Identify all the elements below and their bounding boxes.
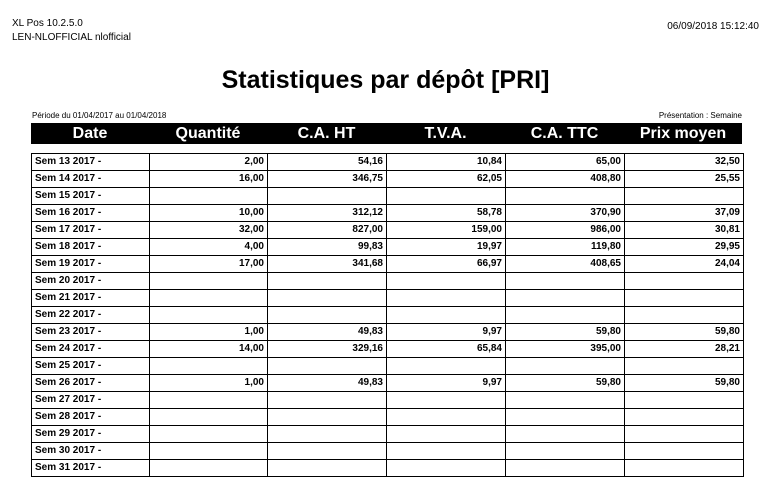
report-datetime: 06/09/2018 15:12:40 xyxy=(667,21,759,32)
ca-ttc-cell xyxy=(506,392,625,409)
date-cell: Sem 30 2017 - xyxy=(32,443,150,460)
table-row xyxy=(32,426,744,443)
ca-ht-cell xyxy=(268,290,387,307)
table-header xyxy=(31,123,742,144)
ca-ht-cell xyxy=(268,460,387,477)
tva-cell xyxy=(387,392,506,409)
ca-ht-cell: 54,16 xyxy=(268,154,387,171)
ca-ttc-cell: 59,80 xyxy=(506,375,625,392)
quantity-cell xyxy=(150,290,268,307)
ca-ttc-cell: 59,80 xyxy=(506,324,625,341)
avg-price-cell: 28,21 xyxy=(625,341,744,358)
avg-price-cell xyxy=(625,460,744,477)
quantity-cell: 16,00 xyxy=(150,171,268,188)
ca-ttc-cell xyxy=(506,307,625,324)
date-cell: Sem 18 2017 - xyxy=(32,239,150,256)
avg-price-cell: 25,55 xyxy=(625,171,744,188)
quantity-cell: 2,00 xyxy=(150,154,268,171)
ca-ttc-cell: 986,00 xyxy=(506,222,625,239)
ca-ht-cell xyxy=(268,443,387,460)
ca-ttc-cell xyxy=(506,273,625,290)
ca-ht-cell: 329,16 xyxy=(268,341,387,358)
tva-cell xyxy=(387,409,506,426)
table-row xyxy=(32,222,744,239)
avg-price-cell xyxy=(625,409,744,426)
avg-price-cell xyxy=(625,307,744,324)
table-row xyxy=(32,341,744,358)
date-cell: Sem 29 2017 - xyxy=(32,426,150,443)
tva-cell xyxy=(387,273,506,290)
ca-ht-cell: 341,68 xyxy=(268,256,387,273)
tva-cell: 9,97 xyxy=(387,324,506,341)
tva-cell xyxy=(387,307,506,324)
tva-cell: 159,00 xyxy=(387,222,506,239)
quantity-cell: 10,00 xyxy=(150,205,268,222)
column-header-quantity: Quantité xyxy=(175,125,241,142)
tva-cell xyxy=(387,443,506,460)
table-row xyxy=(32,205,744,222)
quantity-cell xyxy=(150,392,268,409)
table-row xyxy=(32,409,744,426)
date-cell: Sem 21 2017 - xyxy=(32,290,150,307)
ca-ht-cell: 312,12 xyxy=(268,205,387,222)
avg-price-cell: 29,95 xyxy=(625,239,744,256)
tva-cell xyxy=(387,460,506,477)
date-cell: Sem 26 2017 - xyxy=(32,375,150,392)
ca-ttc-cell xyxy=(506,188,625,205)
ca-ht-cell: 827,00 xyxy=(268,222,387,239)
ca-ht-cell xyxy=(268,409,387,426)
column-header-ca-ht: C.A. HT xyxy=(297,125,356,142)
table-row xyxy=(32,154,744,171)
avg-price-cell xyxy=(625,443,744,460)
tva-cell: 62,05 xyxy=(387,171,506,188)
avg-price-cell: 24,04 xyxy=(625,256,744,273)
ca-ht-cell: 99,83 xyxy=(268,239,387,256)
tva-cell xyxy=(387,358,506,375)
tva-cell: 66,97 xyxy=(387,256,506,273)
ca-ht-cell xyxy=(268,426,387,443)
date-cell: Sem 17 2017 - xyxy=(32,222,150,239)
date-cell: Sem 14 2017 - xyxy=(32,171,150,188)
avg-price-cell: 32,50 xyxy=(625,154,744,171)
ca-ttc-cell: 395,00 xyxy=(506,341,625,358)
table-row xyxy=(32,256,744,273)
ca-ht-cell xyxy=(268,307,387,324)
date-cell: Sem 23 2017 - xyxy=(32,324,150,341)
date-cell: Sem 28 2017 - xyxy=(32,409,150,426)
quantity-cell xyxy=(150,307,268,324)
table-row xyxy=(32,188,744,205)
ca-ttc-cell xyxy=(506,460,625,477)
column-header-tva: T.V.A. xyxy=(424,125,467,142)
quantity-cell: 1,00 xyxy=(150,324,268,341)
ca-ht-cell xyxy=(268,188,387,205)
ca-ht-cell xyxy=(268,273,387,290)
column-header-ca-ttc: C.A. TTC xyxy=(530,125,599,142)
table-row xyxy=(32,324,744,341)
quantity-cell xyxy=(150,358,268,375)
stats-table xyxy=(31,153,744,477)
table-row xyxy=(32,307,744,324)
ca-ttc-cell: 408,80 xyxy=(506,171,625,188)
avg-price-cell xyxy=(625,290,744,307)
table-row xyxy=(32,392,744,409)
avg-price-cell xyxy=(625,392,744,409)
ca-ht-cell: 49,83 xyxy=(268,375,387,392)
date-cell: Sem 15 2017 - xyxy=(32,188,150,205)
date-cell: Sem 24 2017 - xyxy=(32,341,150,358)
avg-price-cell xyxy=(625,358,744,375)
ca-ttc-cell: 119,80 xyxy=(506,239,625,256)
avg-price-cell xyxy=(625,188,744,205)
quantity-cell xyxy=(150,460,268,477)
quantity-cell: 17,00 xyxy=(150,256,268,273)
quantity-cell: 14,00 xyxy=(150,341,268,358)
ca-ttc-cell: 370,90 xyxy=(506,205,625,222)
ca-ttc-cell: 65,00 xyxy=(506,154,625,171)
ca-ht-cell xyxy=(268,358,387,375)
quantity-cell: 4,00 xyxy=(150,239,268,256)
column-header-avg-price: Prix moyen xyxy=(639,125,727,142)
quantity-cell: 32,00 xyxy=(150,222,268,239)
ca-ttc-cell xyxy=(506,426,625,443)
date-cell: Sem 31 2017 - xyxy=(32,460,150,477)
tva-cell: 58,78 xyxy=(387,205,506,222)
app-version: XL Pos 10.2.5.0 xyxy=(12,18,83,29)
date-cell: Sem 20 2017 - xyxy=(32,273,150,290)
ca-ht-cell xyxy=(268,392,387,409)
table-row xyxy=(32,460,744,477)
avg-price-cell xyxy=(625,273,744,290)
quantity-cell xyxy=(150,409,268,426)
date-cell: Sem 16 2017 - xyxy=(32,205,150,222)
table-row xyxy=(32,171,744,188)
quantity-cell xyxy=(150,273,268,290)
table-row xyxy=(32,358,744,375)
tva-cell: 19,97 xyxy=(387,239,506,256)
ca-ht-cell: 346,75 xyxy=(268,171,387,188)
ca-ht-cell: 49,83 xyxy=(268,324,387,341)
date-cell: Sem 25 2017 - xyxy=(32,358,150,375)
report-header-left xyxy=(12,17,131,45)
date-cell: Sem 22 2017 - xyxy=(32,307,150,324)
quantity-cell xyxy=(150,443,268,460)
avg-price-cell: 37,09 xyxy=(625,205,744,222)
tva-cell xyxy=(387,426,506,443)
user-name: LEN-NLOFFICIAL nlofficial xyxy=(12,32,131,43)
ca-ttc-cell xyxy=(506,409,625,426)
report-period: Période du 01/04/2017 au 01/04/2018 xyxy=(32,111,167,120)
table-row xyxy=(32,290,744,307)
tva-cell: 65,84 xyxy=(387,341,506,358)
avg-price-cell: 59,80 xyxy=(625,375,744,392)
report-presentation: Présentation : Semaine xyxy=(658,111,742,120)
table-row xyxy=(32,239,744,256)
ca-ttc-cell: 408,65 xyxy=(506,256,625,273)
column-header-date: Date xyxy=(72,125,108,142)
ca-ttc-cell xyxy=(506,443,625,460)
date-cell: Sem 27 2017 - xyxy=(32,392,150,409)
tva-cell: 9,97 xyxy=(387,375,506,392)
avg-price-cell: 59,80 xyxy=(625,324,744,341)
avg-price-cell xyxy=(625,426,744,443)
report-title: Statistiques par dépôt [PRI] xyxy=(221,66,550,94)
tva-cell xyxy=(387,188,506,205)
tva-cell xyxy=(387,290,506,307)
avg-price-cell: 30,81 xyxy=(625,222,744,239)
tva-cell: 10,84 xyxy=(387,154,506,171)
date-cell: Sem 13 2017 - xyxy=(32,154,150,171)
quantity-cell xyxy=(150,426,268,443)
table-row xyxy=(32,375,744,392)
ca-ttc-cell xyxy=(506,358,625,375)
date-cell: Sem 19 2017 - xyxy=(32,256,150,273)
table-row xyxy=(32,443,744,460)
quantity-cell: 1,00 xyxy=(150,375,268,392)
quantity-cell xyxy=(150,188,268,205)
ca-ttc-cell xyxy=(506,290,625,307)
table-row xyxy=(32,273,744,290)
